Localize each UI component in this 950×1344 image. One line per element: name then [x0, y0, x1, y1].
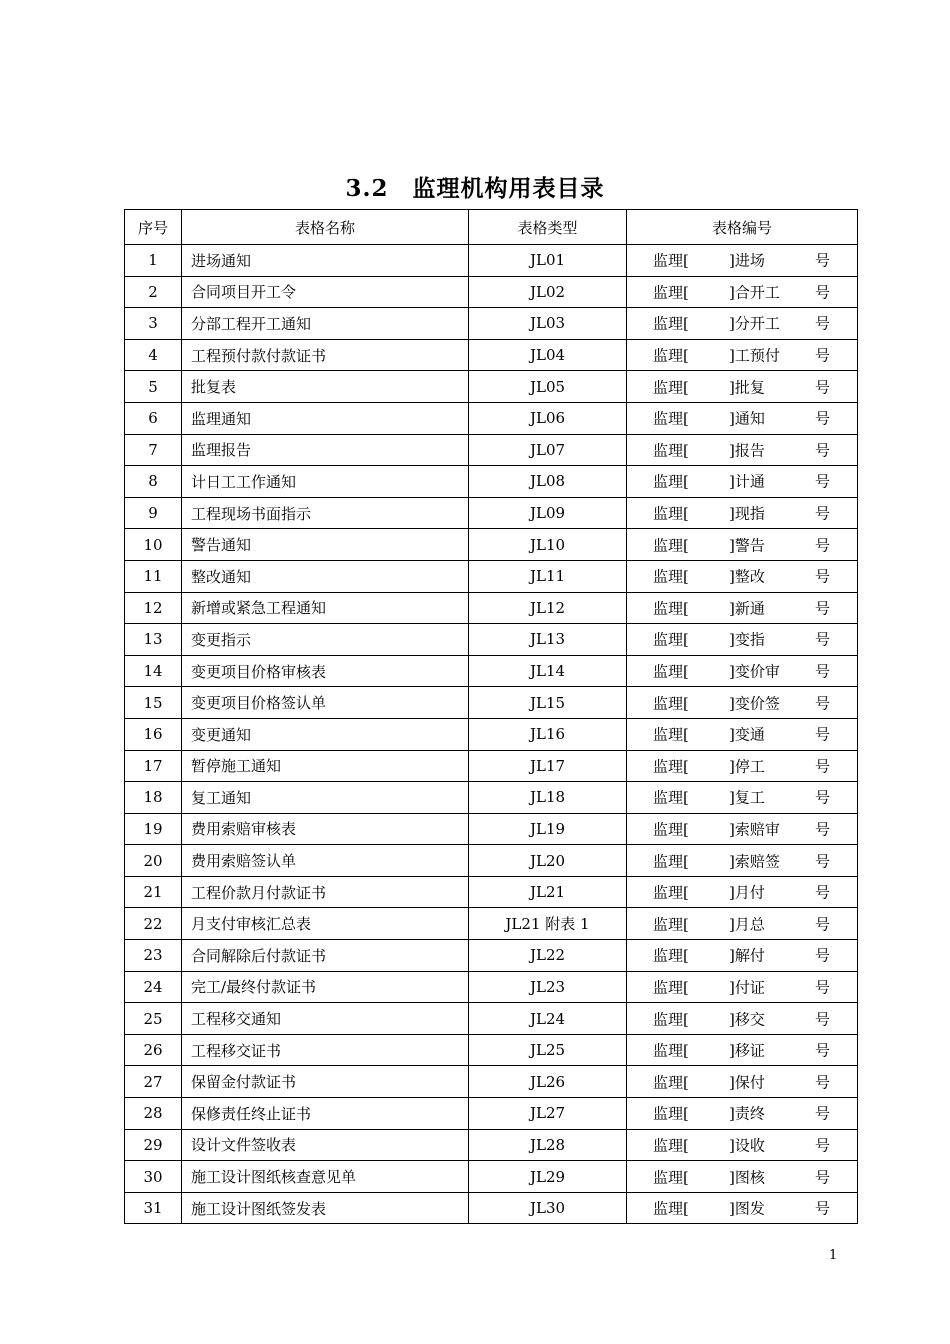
- code-body: ]复工: [729, 788, 765, 807]
- table-row: [125, 276, 858, 308]
- row-number: 18: [125, 782, 182, 814]
- code-body: ]月付: [729, 883, 765, 902]
- form-code: [627, 339, 858, 371]
- form-code: [627, 466, 858, 498]
- code-prefix: 监理[: [653, 662, 689, 681]
- row-number: 9: [125, 497, 182, 529]
- code-body: ]批复: [729, 378, 765, 397]
- form-name: 合同解除后付款证书: [182, 940, 469, 972]
- form-type: JL29: [469, 1161, 627, 1193]
- code-suffix: 号: [815, 946, 831, 965]
- form-type: JL19: [469, 813, 627, 845]
- table-row: [125, 466, 858, 498]
- row-number: 24: [125, 971, 182, 1003]
- code-body: ]保付: [729, 1073, 765, 1092]
- code-prefix: 监理[: [653, 409, 689, 428]
- code-suffix: 号: [815, 251, 831, 270]
- form-type: JL20: [469, 845, 627, 877]
- row-number: 20: [125, 845, 182, 877]
- form-code: [627, 845, 858, 877]
- row-number: 17: [125, 750, 182, 782]
- code-prefix: 监理[: [653, 1168, 689, 1187]
- form-type: JL27: [469, 1098, 627, 1130]
- code-suffix: 号: [815, 852, 831, 871]
- form-name: 合同项目开工令: [182, 276, 469, 308]
- code-body: ]进场: [729, 251, 765, 270]
- code-suffix: 号: [815, 820, 831, 839]
- code-suffix: 号: [815, 567, 831, 586]
- form-code: [627, 655, 858, 687]
- code-body: ]警告: [729, 536, 765, 555]
- code-prefix: 监理[: [653, 378, 689, 397]
- form-type: JL14: [469, 655, 627, 687]
- form-type: JL21 附表 1: [469, 908, 627, 940]
- row-number: 12: [125, 592, 182, 624]
- form-code: [627, 308, 858, 340]
- code-body: ]责终: [729, 1104, 765, 1123]
- code-prefix: 监理[: [653, 1199, 689, 1218]
- form-name: 分部工程开工通知: [182, 308, 469, 340]
- row-number: 29: [125, 1129, 182, 1161]
- form-type: JL26: [469, 1066, 627, 1098]
- form-code: [627, 813, 858, 845]
- row-number: 19: [125, 813, 182, 845]
- code-prefix: 监理[: [653, 1104, 689, 1123]
- code-suffix: 号: [815, 1168, 831, 1187]
- form-type: JL03: [469, 308, 627, 340]
- header-no: 序号: [125, 210, 182, 245]
- form-code: [627, 245, 858, 277]
- form-code: [627, 371, 858, 403]
- code-suffix: 号: [815, 1136, 831, 1155]
- row-number: 31: [125, 1192, 182, 1224]
- table-row: [125, 560, 858, 592]
- row-number: 27: [125, 1066, 182, 1098]
- code-suffix: 号: [815, 472, 831, 491]
- code-suffix: 号: [815, 1041, 831, 1060]
- row-number: 11: [125, 560, 182, 592]
- form-name: 计日工工作通知: [182, 466, 469, 498]
- code-suffix: 号: [815, 694, 831, 713]
- form-name: 变更指示: [182, 624, 469, 656]
- table-row: [125, 1161, 858, 1193]
- code-suffix: 号: [815, 1199, 831, 1218]
- row-number: 1: [125, 245, 182, 277]
- row-number: 2: [125, 276, 182, 308]
- code-suffix: 号: [815, 599, 831, 618]
- form-code: [627, 782, 858, 814]
- row-number: 3: [125, 308, 182, 340]
- form-name: 费用索赔审核表: [182, 813, 469, 845]
- table-row: [125, 687, 858, 719]
- form-name: 警告通知: [182, 529, 469, 561]
- row-number: 21: [125, 876, 182, 908]
- code-body: ]付证: [729, 978, 765, 997]
- code-prefix: 监理[: [653, 946, 689, 965]
- form-code: [627, 276, 858, 308]
- table-row: [125, 1098, 858, 1130]
- code-suffix: 号: [815, 283, 831, 302]
- form-type: JL12: [469, 592, 627, 624]
- code-prefix: 监理[: [653, 1073, 689, 1092]
- form-code: [627, 1003, 858, 1035]
- table-row: [125, 308, 858, 340]
- code-suffix: 号: [815, 504, 831, 523]
- form-type: JL07: [469, 434, 627, 466]
- code-body: ]月总: [729, 915, 765, 934]
- table-row: [125, 1129, 858, 1161]
- form-code: [627, 1161, 858, 1193]
- form-name: 设计文件签收表: [182, 1129, 469, 1161]
- form-type: JL25: [469, 1034, 627, 1066]
- form-type: JL21: [469, 876, 627, 908]
- code-suffix: 号: [815, 1073, 831, 1092]
- form-name: 费用索赔签认单: [182, 845, 469, 877]
- row-number: 7: [125, 434, 182, 466]
- table-row: [125, 1034, 858, 1066]
- table-row: [125, 655, 858, 687]
- form-type: JL30: [469, 1192, 627, 1224]
- form-code: [627, 718, 858, 750]
- form-name: 监理报告: [182, 434, 469, 466]
- code-suffix: 号: [815, 883, 831, 902]
- code-suffix: 号: [815, 978, 831, 997]
- form-type: JL18: [469, 782, 627, 814]
- form-type: JL05: [469, 371, 627, 403]
- form-name: 工程价款月付款证书: [182, 876, 469, 908]
- code-prefix: 监理[: [653, 694, 689, 713]
- code-prefix: 监理[: [653, 504, 689, 523]
- code-suffix: 号: [815, 378, 831, 397]
- form-type: JL28: [469, 1129, 627, 1161]
- table-row: [125, 750, 858, 782]
- form-name: 施工设计图纸核查意见单: [182, 1161, 469, 1193]
- form-name: 暂停施工通知: [182, 750, 469, 782]
- code-body: ]报告: [729, 441, 765, 460]
- code-prefix: 监理[: [653, 725, 689, 744]
- form-code: [627, 1066, 858, 1098]
- form-type: JL13: [469, 624, 627, 656]
- form-code: [627, 434, 858, 466]
- code-prefix: 监理[: [653, 1010, 689, 1029]
- table-row: [125, 402, 858, 434]
- form-name: 工程移交通知: [182, 1003, 469, 1035]
- table-row: [125, 782, 858, 814]
- form-name: 进场通知: [182, 245, 469, 277]
- form-type: JL16: [469, 718, 627, 750]
- code-prefix: 监理[: [653, 630, 689, 649]
- table-row: [125, 1066, 858, 1098]
- form-code: [627, 1129, 858, 1161]
- code-body: ]设收: [729, 1136, 765, 1155]
- forms-table: [124, 209, 858, 1224]
- code-body: ]停工: [729, 757, 765, 776]
- table-row: [125, 813, 858, 845]
- form-type: JL15: [469, 687, 627, 719]
- form-type: JL08: [469, 466, 627, 498]
- row-number: 15: [125, 687, 182, 719]
- code-body: ]新通: [729, 599, 765, 618]
- form-name: 整改通知: [182, 560, 469, 592]
- code-body: ]变价审: [729, 662, 780, 681]
- table-row: [125, 971, 858, 1003]
- form-name: 施工设计图纸签发表: [182, 1192, 469, 1224]
- code-suffix: 号: [815, 536, 831, 555]
- form-name: 工程预付款付款证书: [182, 339, 469, 371]
- code-prefix: 监理[: [653, 314, 689, 333]
- code-prefix: 监理[: [653, 346, 689, 365]
- code-body: ]计通: [729, 472, 765, 491]
- row-number: 13: [125, 624, 182, 656]
- code-suffix: 号: [815, 725, 831, 744]
- code-prefix: 监理[: [653, 599, 689, 618]
- form-type: JL10: [469, 529, 627, 561]
- header-code: 表格编号: [627, 210, 858, 245]
- form-name: 新增或紧急工程通知: [182, 592, 469, 624]
- table-row: [125, 529, 858, 561]
- code-suffix: 号: [815, 314, 831, 333]
- form-code: [627, 1098, 858, 1130]
- form-type: JL17: [469, 750, 627, 782]
- code-suffix: 号: [815, 662, 831, 681]
- code-prefix: 监理[: [653, 472, 689, 491]
- table-row: [125, 940, 858, 972]
- code-body: ]变价签: [729, 694, 780, 713]
- form-type: JL22: [469, 940, 627, 972]
- page-number: 1: [829, 1248, 838, 1263]
- form-name: 工程现场书面指示: [182, 497, 469, 529]
- table-row: [125, 434, 858, 466]
- code-prefix: 监理[: [653, 915, 689, 934]
- table-row: [125, 1192, 858, 1224]
- table-row: [125, 371, 858, 403]
- form-code: [627, 687, 858, 719]
- row-number: 23: [125, 940, 182, 972]
- code-prefix: 监理[: [653, 441, 689, 460]
- code-body: ]索赔签: [729, 852, 780, 871]
- form-type: JL24: [469, 1003, 627, 1035]
- row-number: 6: [125, 402, 182, 434]
- code-prefix: 监理[: [653, 788, 689, 807]
- row-number: 22: [125, 908, 182, 940]
- form-code: [627, 624, 858, 656]
- header-name: 表格名称: [182, 210, 469, 245]
- code-suffix: 号: [815, 1104, 831, 1123]
- code-prefix: 监理[: [653, 251, 689, 270]
- table-row: [125, 339, 858, 371]
- table-row: [125, 876, 858, 908]
- code-prefix: 监理[: [653, 757, 689, 776]
- table-row: [125, 497, 858, 529]
- row-number: 25: [125, 1003, 182, 1035]
- code-body: ]通知: [729, 409, 765, 428]
- form-code: [627, 1192, 858, 1224]
- row-number: 4: [125, 339, 182, 371]
- form-code: [627, 560, 858, 592]
- row-number: 28: [125, 1098, 182, 1130]
- form-code: [627, 497, 858, 529]
- code-body: ]索赔审: [729, 820, 780, 839]
- form-code: [627, 529, 858, 561]
- code-body: ]移证: [729, 1041, 765, 1060]
- code-suffix: 号: [815, 915, 831, 934]
- form-code: [627, 940, 858, 972]
- form-name: 监理通知: [182, 402, 469, 434]
- form-name: 工程移交证书: [182, 1034, 469, 1066]
- table-header-row: [125, 210, 858, 245]
- code-body: ]工预付: [729, 346, 780, 365]
- table-row: [125, 718, 858, 750]
- table-row: [125, 624, 858, 656]
- table-row: [125, 845, 858, 877]
- row-number: 5: [125, 371, 182, 403]
- form-type: JL06: [469, 402, 627, 434]
- code-body: ]解付: [729, 946, 765, 965]
- code-body: ]分开工: [729, 314, 780, 333]
- table-row: [125, 908, 858, 940]
- form-type: JL23: [469, 971, 627, 1003]
- form-name: 复工通知: [182, 782, 469, 814]
- form-name: 完工/最终付款证书: [182, 971, 469, 1003]
- code-prefix: 监理[: [653, 978, 689, 997]
- code-prefix: 监理[: [653, 883, 689, 902]
- form-code: [627, 1034, 858, 1066]
- form-code: [627, 971, 858, 1003]
- form-name: 变更项目价格审核表: [182, 655, 469, 687]
- form-name: 保留金付款证书: [182, 1066, 469, 1098]
- row-number: 30: [125, 1161, 182, 1193]
- code-body: ]变指: [729, 630, 765, 649]
- code-prefix: 监理[: [653, 1136, 689, 1155]
- code-suffix: 号: [815, 757, 831, 776]
- code-prefix: 监理[: [653, 567, 689, 586]
- code-body: ]合开工: [729, 283, 780, 302]
- row-number: 8: [125, 466, 182, 498]
- form-code: [627, 750, 858, 782]
- code-body: ]图核: [729, 1168, 765, 1187]
- table-row: [125, 1003, 858, 1035]
- form-type: JL11: [469, 560, 627, 592]
- form-name: 保修责任终止证书: [182, 1098, 469, 1130]
- code-body: ]变通: [729, 725, 765, 744]
- code-suffix: 号: [815, 788, 831, 807]
- form-name: 变更项目价格签认单: [182, 687, 469, 719]
- code-prefix: 监理[: [653, 283, 689, 302]
- code-prefix: 监理[: [653, 852, 689, 871]
- table-body: [125, 245, 858, 1224]
- form-code: [627, 402, 858, 434]
- code-prefix: 监理[: [653, 820, 689, 839]
- code-body: ]图发: [729, 1199, 765, 1218]
- form-type: JL01: [469, 245, 627, 277]
- form-type: JL04: [469, 339, 627, 371]
- code-body: ]现指: [729, 504, 765, 523]
- table-row: [125, 245, 858, 277]
- row-number: 16: [125, 718, 182, 750]
- form-code: [627, 908, 858, 940]
- row-number: 14: [125, 655, 182, 687]
- code-prefix: 监理[: [653, 1041, 689, 1060]
- form-code: [627, 592, 858, 624]
- code-suffix: 号: [815, 409, 831, 428]
- form-name: 变更通知: [182, 718, 469, 750]
- row-number: 10: [125, 529, 182, 561]
- code-body: ]整改: [729, 567, 765, 586]
- page-title: 3.2 监理机构用表目录: [345, 175, 605, 202]
- row-number: 26: [125, 1034, 182, 1066]
- code-suffix: 号: [815, 630, 831, 649]
- form-code: [627, 876, 858, 908]
- code-body: ]移交: [729, 1010, 765, 1029]
- form-name: 批复表: [182, 371, 469, 403]
- code-suffix: 号: [815, 441, 831, 460]
- form-type: JL09: [469, 497, 627, 529]
- code-prefix: 监理[: [653, 536, 689, 555]
- table-row: [125, 592, 858, 624]
- code-suffix: 号: [815, 346, 831, 365]
- code-suffix: 号: [815, 1010, 831, 1029]
- form-name: 月支付审核汇总表: [182, 908, 469, 940]
- form-type: JL02: [469, 276, 627, 308]
- header-type: 表格类型: [469, 210, 627, 245]
